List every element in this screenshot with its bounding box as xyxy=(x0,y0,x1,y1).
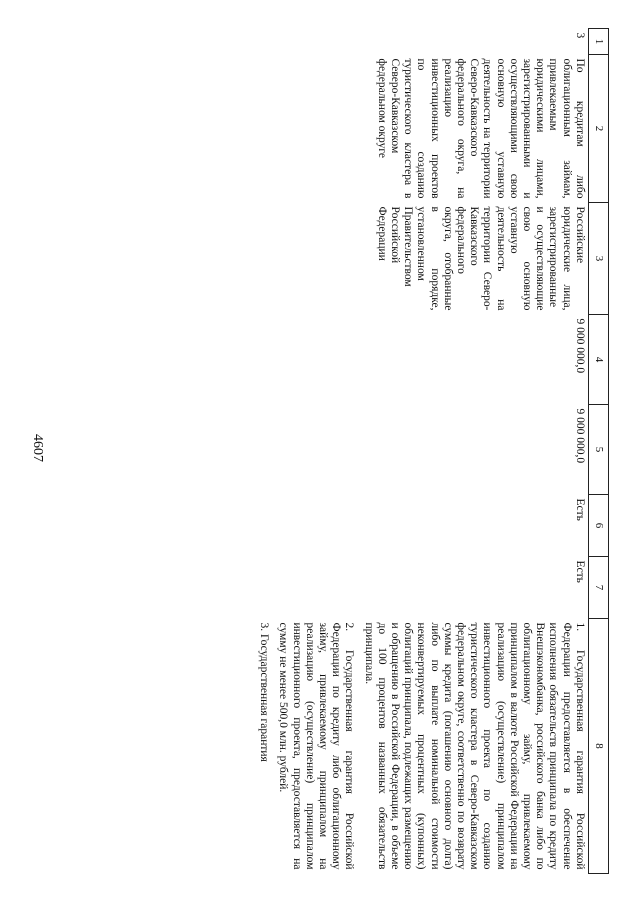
header-row xyxy=(588,29,608,874)
header-col-1: 1 xyxy=(588,29,608,55)
header-col-3: 3 xyxy=(588,203,608,315)
guarantee-purpose: По кредитам либо облигационным займам, привлекаемым юридическими лицами, зарегистрированными и осуществляющими свою основную уставную деятельность на территории Северо-Кавказского федерального округа, на реализацию инвестиционных проектов по созданию туристического кластера в Северо-Кавказском федеральном округе xyxy=(375,58,586,199)
condition-item: 1. Государственная гарантия Российской Федерации предоставляется в обеспечение исполнения обязательств принципала по кредиту Внешэкономбанка, российского банка либо по облигационному займу, привлекаемому принципалом в валюте Российской Федерации на реализацию (осуществление) принципалом инвестиционного проекта по созданию туристического кластера в Северо-Кавказском федеральном округе, соответственно по возврату суммы кредита (погашению основного долга) либо по выплате номинальной стоимости неконвертируемых процентных (купонных) облигаций принципала, подлежащих размещению и обращению в Российской Федерации, в объеме до 100 процентов названных обязательств принципала. xyxy=(362,622,586,870)
principal-name: Российские юридические лица, зарегистрированные и осуществляющие свою основную уставную деятельность на территории Северо-Кавказского федерального округа, отобранные в порядке, установленном Правительством Российской Федерации xyxy=(375,206,586,311)
table-row xyxy=(249,29,588,874)
condition-item: 3. Государственная гарантия xyxy=(258,622,271,762)
header-col-4: 4 xyxy=(588,315,608,405)
regress-flag: Есть xyxy=(573,498,586,521)
header-col-7: 7 xyxy=(588,557,608,619)
guarantee-conditions xyxy=(249,619,588,874)
guarantee-table xyxy=(249,28,609,874)
header-col-6: 6 xyxy=(588,495,608,557)
rotated-page-content xyxy=(89,28,609,873)
header-col-5: 5 xyxy=(588,405,608,495)
header-col-8: 8 xyxy=(588,619,608,874)
collateral-flag: Есть xyxy=(573,560,586,583)
total-amount: 9 000 000,0 xyxy=(573,318,586,374)
condition-item: 2. Государственная гарантия Российской Федерации по кредиту либо облигационному займу, привлекаемому принципалом на реализацию (осуществление) принципалом инвестиционного проекта, предоставляется на сумму не менее 500,0 млн. рублей. xyxy=(277,622,356,870)
header-col-2: 2 xyxy=(588,55,608,203)
page-number: 4607 xyxy=(30,434,45,462)
amount-column-5: 9 000 000,0 xyxy=(573,408,586,464)
row-number: 3 xyxy=(573,32,586,39)
